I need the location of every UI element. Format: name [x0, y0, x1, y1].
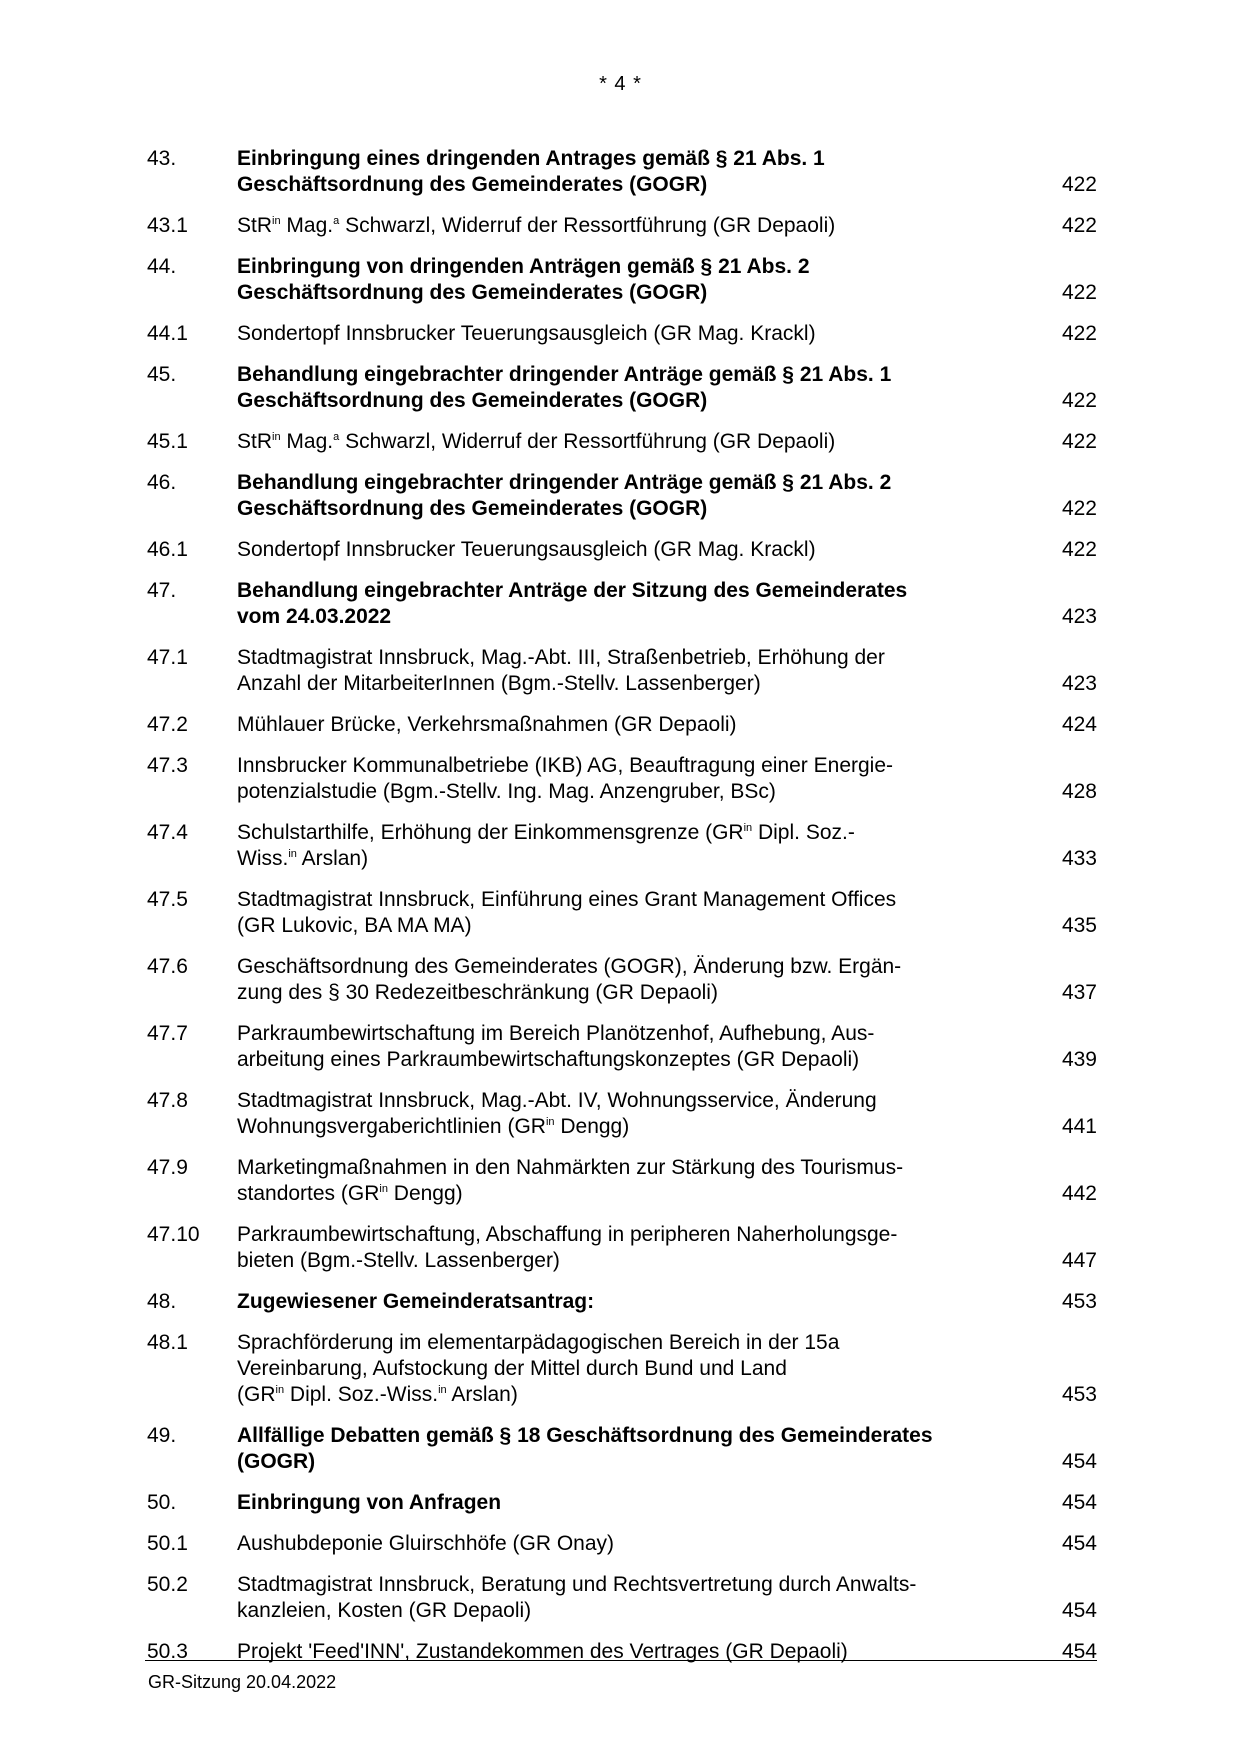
toc-entry — [147, 954, 1097, 1006]
toc-entry-title — [237, 470, 1017, 522]
toc-entry-title-line: Vereinbarung, Aufstockung der Mittel durch Bund und Land — [237, 1357, 787, 1380]
toc-entry-number: 47.5 — [147, 888, 188, 911]
toc-entry — [147, 1531, 1097, 1557]
toc-entry-number: 48. — [147, 1290, 177, 1313]
toc-entry-number: 47.4 — [147, 821, 188, 844]
toc-entry-title-line: arbeitung eines Parkraumbewirtschaftungskonzeptes (GR Depaoli) — [237, 1048, 860, 1071]
toc-entry-page: 422 — [1061, 538, 1097, 561]
toc-entry-title-line: (GR Lukovic, BA MA MA) — [237, 914, 472, 937]
toc-entry-number: 44.1 — [147, 322, 188, 345]
toc-entry-page: 422 — [1061, 281, 1097, 304]
toc-entry-page: 441 — [1061, 1115, 1097, 1138]
toc-entry-number: 43. — [147, 147, 177, 170]
toc-entry-title-line: Stadtmagistrat Innsbruck, Mag.-Abt. IV, Wohnungsservice, Änderung — [237, 1089, 877, 1112]
toc-entry-title-line: Schulstarthilfe, Erhöhung der Einkommensgrenze ($GR^{in}$ Dipl. Soz.- — [237, 821, 855, 844]
toc-entry-title-line: Innsbrucker Kommunalbetriebe (IKB) AG, Beauftragung einer Energie- — [237, 754, 894, 777]
toc-entry-number: 50.2 — [147, 1573, 188, 1596]
toc-entry-title-line: Projekt 'Feed'INN', Zustandekommen des Vertrages (GR Depaoli) — [237, 1640, 848, 1663]
toc-entry — [147, 1423, 1097, 1475]
toc-entry-title — [237, 887, 1017, 939]
toc-entry — [147, 537, 1097, 563]
toc-entry-page: 442 — [1061, 1182, 1097, 1205]
footer-session-date: GR-Sitzung 20.04.2022 — [148, 1672, 337, 1692]
toc-entry-title-line: zung des § 30 Redezeitbeschränkung (GR Depaoli) — [237, 981, 718, 1004]
toc-entry-number: 48.1 — [147, 1331, 188, 1354]
toc-entry — [147, 146, 1097, 198]
toc-entry-title — [237, 1490, 1017, 1516]
toc-entry — [147, 1330, 1097, 1408]
toc-entry — [147, 820, 1097, 872]
toc-entry-title — [237, 362, 1017, 414]
toc-entry-page: 439 — [1061, 1048, 1097, 1071]
toc-entry — [147, 1490, 1097, 1516]
toc-entry-page: 453 — [1061, 1383, 1097, 1406]
toc-entry — [147, 1222, 1097, 1274]
toc-entry — [147, 887, 1097, 939]
toc-entry-title-line: vom 24.03.2022 — [237, 605, 392, 628]
toc-entry-page: 454 — [1061, 1532, 1097, 1555]
toc-entry-title — [237, 1222, 1017, 1274]
toc-entry-number: 47.1 — [147, 646, 188, 669]
toc-entry — [147, 1572, 1097, 1624]
toc-entry-number: 47. — [147, 579, 177, 602]
toc-entry-number: 44. — [147, 255, 177, 278]
toc-entry-page: 422 — [1061, 322, 1097, 345]
toc-entry-title-line: Geschäftsordnung des Gemeinderates (GOGR) — [237, 173, 708, 196]
toc-entry-title — [237, 753, 1017, 805]
toc-entry-title — [237, 578, 1017, 630]
toc-entry-title-line: Parkraumbewirtschaftung im Bereich Planötzenhof, Aufhebung, Aus- — [237, 1022, 875, 1045]
toc-entry — [147, 645, 1097, 697]
toc-entry-page: 454 — [1061, 1640, 1097, 1663]
toc-entry-title — [237, 1639, 1017, 1665]
toc-entry-page: 423 — [1061, 605, 1097, 628]
toc-entry-title-line: Geschäftsordnung des Gemeinderates (GOGR), Änderung bzw. Ergän- — [237, 955, 902, 978]
toc-entry-page: 422 — [1061, 497, 1097, 520]
toc-entry-number: 47.7 — [147, 1022, 188, 1045]
toc-entry — [147, 213, 1097, 239]
toc-entry-number: 50. — [147, 1491, 177, 1514]
toc-entry-title — [237, 537, 1017, 563]
toc-entry — [147, 470, 1097, 522]
toc-entry — [147, 362, 1097, 414]
toc-entry-title — [237, 1021, 1017, 1073]
table-of-contents — [147, 146, 1097, 1680]
toc-entry-title-line: Geschäftsordnung des Gemeinderates (GOGR) — [237, 497, 708, 520]
toc-entry-page: 423 — [1061, 672, 1097, 695]
toc-entry-title — [237, 1572, 1017, 1624]
toc-entry-title — [237, 1423, 1017, 1475]
toc-entry-title — [237, 712, 1017, 738]
toc-entry-number: 46.1 — [147, 538, 188, 561]
toc-entry-number: 43.1 — [147, 214, 188, 237]
toc-entry-title-line: Parkraumbewirtschaftung, Abschaffung in peripheren Naherholungsge- — [237, 1223, 898, 1246]
toc-entry-page: 433 — [1061, 847, 1097, 870]
toc-entry-page: 428 — [1061, 780, 1097, 803]
toc-entry-title-line: Einbringung eines dringenden Antrages gemäß § 21 Abs. 1 — [237, 147, 825, 170]
toc-entry-title-line: Behandlung eingebrachter dringender Anträge gemäß § 21 Abs. 1 — [237, 363, 892, 386]
toc-entry — [147, 1289, 1097, 1315]
toc-entry-number: 45. — [147, 363, 177, 386]
toc-entry-title-line: potenzialstudie (Bgm.-Stellv. Ing. Mag. Anzengruber, BSc) — [237, 780, 776, 803]
toc-entry-title — [237, 1088, 1017, 1140]
toc-entry-title-line: (GOGR) — [237, 1450, 316, 1473]
toc-entry — [147, 1021, 1097, 1073]
toc-entry-title — [237, 1531, 1017, 1557]
toc-entry-page: 422 — [1061, 389, 1097, 412]
toc-entry-page: 447 — [1061, 1249, 1097, 1272]
toc-entry-title-line: Behandlung eingebrachter dringender Anträge gemäß § 21 Abs. 2 — [237, 471, 892, 494]
toc-entry-page: 454 — [1061, 1599, 1097, 1622]
toc-entry — [147, 753, 1097, 805]
toc-entry-page: 424 — [1061, 713, 1097, 736]
toc-entry-title — [237, 254, 1017, 306]
toc-entry-title — [237, 820, 1017, 872]
page-marker: * 4 * — [599, 73, 642, 95]
toc-entry-title-line: StR$^{in}$ Mag.$^a$ Schwarzl, Widerruf der Ressortführung (GR Depaoli) — [237, 214, 836, 237]
toc-entry-page: 454 — [1061, 1491, 1097, 1514]
toc-entry-number: 47.9 — [147, 1156, 188, 1179]
toc-entry-number: 46. — [147, 471, 177, 494]
toc-entry — [147, 578, 1097, 630]
toc-entry-title-line: Sondertopf Innsbrucker Teuerungsausgleich (GR Mag. Krackl) — [237, 538, 816, 561]
toc-entry-title — [237, 954, 1017, 1006]
toc-entry-title — [237, 213, 1017, 239]
toc-entry — [147, 429, 1097, 455]
toc-entry-title-line: standortes ($GR^{in}$ Dengg) — [237, 1182, 463, 1205]
toc-entry-number: 47.8 — [147, 1089, 188, 1112]
toc-entry-number: 47.10 — [147, 1223, 200, 1246]
toc-entry-title-line: Marketingmaßnahmen in den Nahmärkten zur Stärkung des Tourismus- — [237, 1156, 904, 1179]
toc-entry-title — [237, 429, 1017, 455]
toc-entry-number: 45.1 — [147, 430, 188, 453]
toc-entry-title-line: bieten (Bgm.-Stellv. Lassenberger) — [237, 1249, 560, 1272]
toc-entry-title-line: Allfällige Debatten gemäß § 18 Geschäftsordnung des Gemeinderates — [237, 1424, 933, 1447]
toc-entry — [147, 321, 1097, 347]
toc-entry-page: 453 — [1061, 1290, 1097, 1313]
toc-entry-title-line: StR$^{in}$ Mag.$^a$ Schwarzl, Widerruf der Ressortführung (GR Depaoli) — [237, 430, 836, 453]
toc-entry-title-line: Geschäftsordnung des Gemeinderates (GOGR) — [237, 389, 708, 412]
toc-entry-title — [237, 1155, 1017, 1207]
toc-entry-title — [237, 1289, 1017, 1315]
toc-entry-title-line: Behandlung eingebrachter Anträge der Sitzung des Gemeinderates — [237, 579, 908, 602]
toc-entry-title-line: Stadtmagistrat Innsbruck, Mag.-Abt. III, Straßenbetrieb, Erhöhung der — [237, 646, 885, 669]
toc-entry-number: 49. — [147, 1424, 177, 1447]
toc-entry-number: 50.1 — [147, 1532, 188, 1555]
toc-entry-title-line: Mühlauer Brücke, Verkehrsmaßnahmen (GR Depaoli) — [237, 713, 737, 736]
toc-entry-page: 422 — [1061, 173, 1097, 196]
toc-entry-title-line: Wohnungsvergaberichtlinien ($GR^{in}$ Dengg) — [237, 1115, 630, 1138]
toc-entry — [147, 1155, 1097, 1207]
toc-entry-title — [237, 645, 1017, 697]
toc-entry-number: 50.3 — [147, 1640, 188, 1663]
toc-entry-title-line: Wiss.$^{in}$ Arslan) — [237, 847, 369, 870]
toc-entry-page: 454 — [1061, 1450, 1097, 1473]
toc-entry-title-line: ($GR^{in}$ Dipl. Soz.-Wiss.$^{in}$ Arslan) — [237, 1383, 518, 1406]
toc-entry-page: 422 — [1061, 214, 1097, 237]
toc-entry — [147, 254, 1097, 306]
toc-entry-number: 47.2 — [147, 713, 188, 736]
toc-entry-title-line: Zugewiesener Gemeinderatsantrag: — [237, 1290, 595, 1313]
toc-entry-title-line: Sprachförderung im elementarpädagogischen Bereich in der 15a — [237, 1331, 840, 1354]
toc-entry-number: 47.6 — [147, 955, 188, 978]
toc-entry — [147, 1639, 1097, 1665]
toc-entry-number: 47.3 — [147, 754, 188, 777]
toc-entry-title-line: Einbringung von dringenden Anträgen gemäß § 21 Abs. 2 — [237, 255, 810, 278]
toc-entry-title-line: Sondertopf Innsbrucker Teuerungsausgleich (GR Mag. Krackl) — [237, 322, 816, 345]
toc-entry-title-line: Geschäftsordnung des Gemeinderates (GOGR) — [237, 281, 708, 304]
toc-entry-page: 435 — [1061, 914, 1097, 937]
toc-entry-page: 422 — [1061, 430, 1097, 453]
toc-entry — [147, 1088, 1097, 1140]
toc-entry-title-line: Stadtmagistrat Innsbruck, Einführung eines Grant Management Offices — [237, 888, 897, 911]
toc-entry-title — [237, 146, 1017, 198]
toc-entry-title-line: Einbringung von Anfragen — [237, 1491, 502, 1514]
toc-entry-title — [237, 321, 1017, 347]
toc-entry-title-line: Aushubdeponie Gluirschhöfe (GR Onay) — [237, 1532, 615, 1555]
toc-entry-page: 437 — [1061, 981, 1097, 1004]
toc-entry-title-line: kanzleien, Kosten (GR Depaoli) — [237, 1599, 532, 1622]
toc-entry-title-line: Anzahl der MitarbeiterInnen (Bgm.-Stellv. Lassenberger) — [237, 672, 761, 695]
toc-entry — [147, 712, 1097, 738]
toc-entry-title — [237, 1330, 1017, 1408]
toc-entry-title-line: Stadtmagistrat Innsbruck, Beratung und Rechtsvertretung durch Anwalts- — [237, 1573, 917, 1596]
footer-divider — [145, 1660, 1097, 1661]
